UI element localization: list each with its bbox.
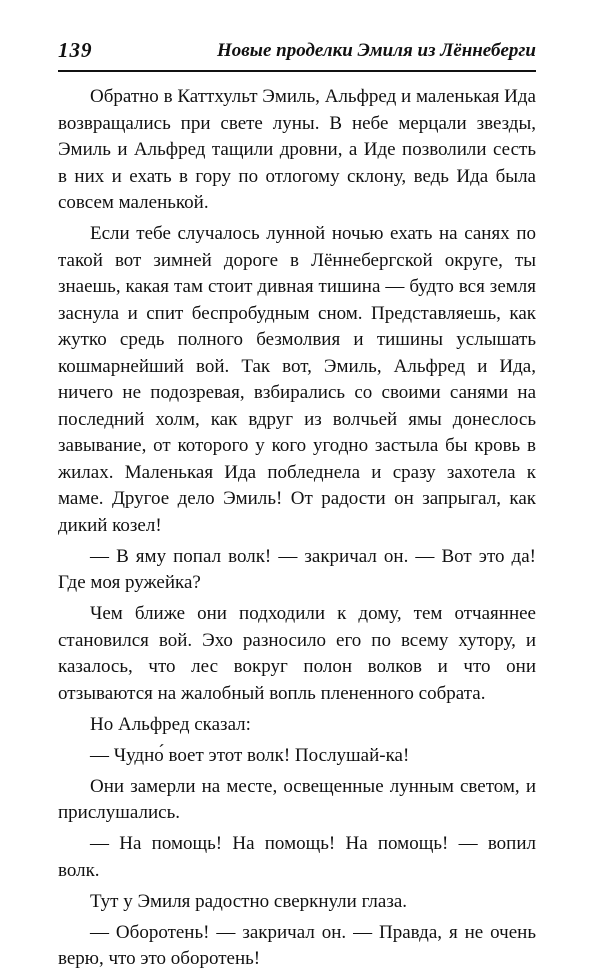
header-rule [58,70,536,72]
paragraph: — Чудно́ воет этот волк! Послушай-ка! [90,744,410,766]
page-header [58,38,536,68]
page-number: 139 [58,38,93,62]
paragraph: Но Альфред сказал: [90,713,251,735]
body-text [58,84,536,977]
paragraph: Если тебе случалось лунной ночью ехать на санях по такой вот зимней дороге в Лённебергской округе, ты знаешь, какая там стоит дивная тишина — будто вся земля заснула и спит беспробудным сном. Представляешь, как жутко средь полного безмолвия и тишины услышать кошмарнейший вой. Так вот, Эмиль, Альфред и Ида, ничего не подозревая, взбирались со своими санями на последний холм, как вдруг из волчьей ямы донеслось завывание, от которого у кого угодно застыла бы кровь в жилах. Маленькая Ида побледнела и сразу захотела к маме. Другое дело Эмиль! От радости он запрыгал, как дикий козел! [58,223,536,536]
paragraph: Они замерли на месте, освещенные лунным светом, и прислушались. [58,775,536,823]
paragraph: — В яму попал волк! — закричал он. — Вот это да! Где моя ружейка? [58,545,536,593]
paragraph: Обратно в Каттхульт Эмиль, Альфред и маленькая Ида возвращались при свете луны. В небе мерцали звезды, Эмиль и Альфред тащили дровни, а Иде позволили сесть в них и ехать в гору по отлогому склону, ведь Ида была совсем маленькой. [58,86,536,213]
paragraph: — Оборотень! — закричал он. — Правда, я не очень верю, что это оборотень! [58,921,536,969]
paragraph: — На помощь! На помощь! На помощь! — вопил волк. [58,833,536,881]
paragraph: Тут у Эмиля радостно сверкнули глаза. [90,890,408,912]
running-title: Новые проделки Эмиля из Лённеберги [217,40,536,61]
paragraph: Чем ближе они подходили к дому, тем отчаяннее становился вой. Эхо разносило его по всему хутору, и казалось, что лес вокруг полон волков и что они отзываются на жалобный вопль плененного собрата. [58,603,536,704]
